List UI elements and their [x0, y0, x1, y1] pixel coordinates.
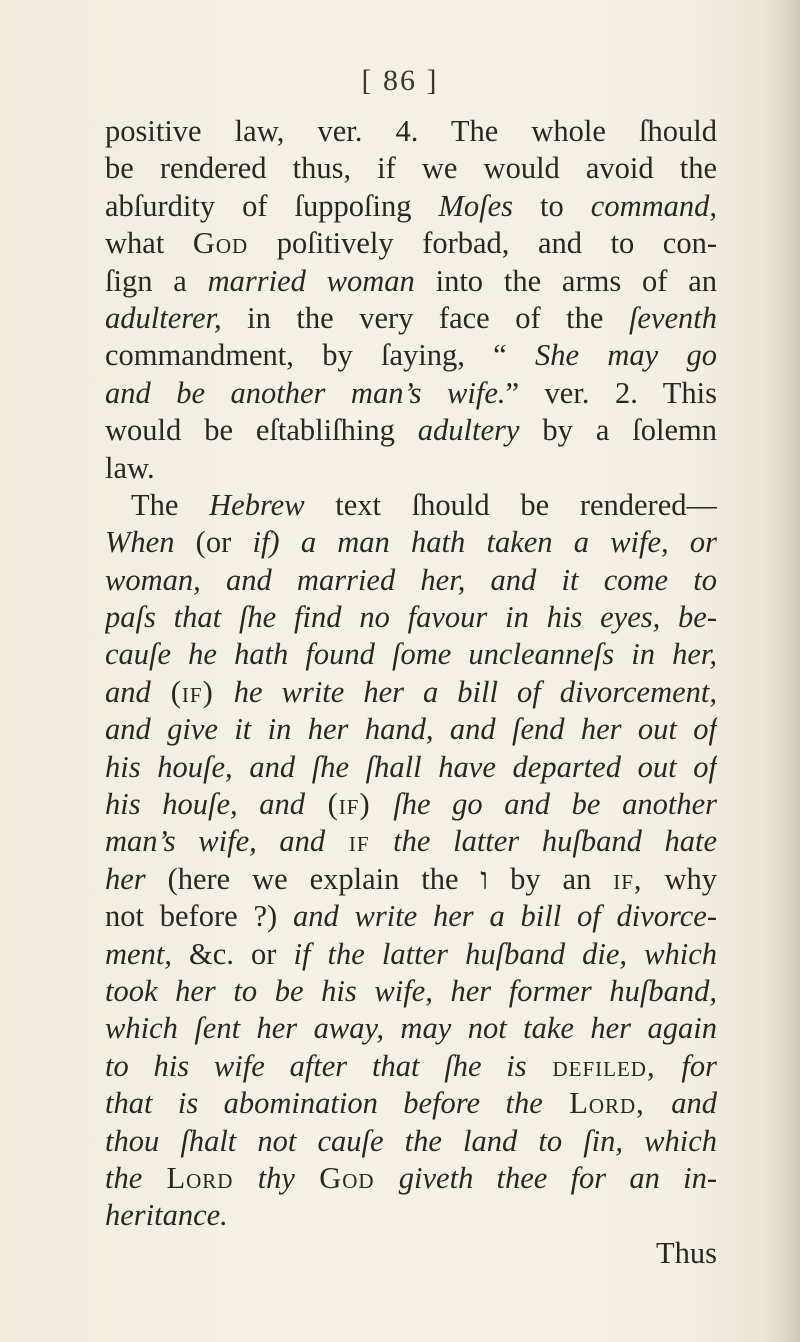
text-line [105, 674, 717, 711]
text-line [105, 1123, 717, 1160]
italic-text: She may go [535, 338, 717, 373]
text-line [105, 786, 717, 823]
text-line [105, 375, 717, 412]
italic-text: her [105, 861, 146, 896]
italic-text: ſeventh [628, 300, 717, 335]
text-line [105, 1010, 717, 1047]
italic-text: for [681, 1048, 717, 1083]
catchword: Thus [656, 1235, 717, 1270]
roman-text: why [642, 861, 717, 896]
italic-text: Moſes [438, 188, 514, 223]
italic-text: cauſe he hath found ſome uncleanneſs in her, [105, 637, 717, 672]
small-caps-text: defiled, [526, 1048, 682, 1083]
italic-text: the latter huſband hate [393, 824, 717, 859]
italic-text: if) [252, 525, 280, 560]
italic-text: to his wife after that ſhe is [105, 1048, 527, 1083]
text-line [105, 300, 717, 337]
small-caps-text: if, [613, 861, 643, 896]
italic-text: When [105, 525, 175, 560]
text-line [105, 599, 717, 636]
italic-text: took her to be his wife, her former huſband, [105, 973, 717, 1008]
text-line [105, 113, 717, 150]
text-line [105, 636, 717, 673]
italic-text: and give it in her hand, and ſend her out of [105, 712, 717, 747]
text-line [105, 973, 717, 1010]
italic-text: paſs that ſhe find no favour in his eyes, be- [105, 600, 717, 635]
roman-text: abſurdity of ſuppoſing [105, 188, 439, 223]
text-line [105, 749, 717, 786]
roman-text: positive law, ver. 4. The whole ſhould [105, 114, 717, 148]
italic-text: ſhe go and be another [393, 787, 717, 822]
text-line [105, 524, 717, 561]
small-caps-text: (if) [305, 787, 394, 822]
text-line [105, 1197, 717, 1234]
roman-text: poſitively forbad, and to con- [248, 226, 717, 261]
text-line [105, 936, 717, 973]
text-line [105, 823, 717, 860]
text-line [105, 1048, 717, 1085]
text-line [105, 150, 717, 187]
italic-text: ment, [105, 936, 172, 971]
italic-text: thou ſhalt not cauſe the land to ſin, which [105, 1123, 717, 1158]
body-text [105, 113, 717, 1272]
italic-text: married woman [207, 263, 415, 298]
italic-text: a man hath taken a wife, or [300, 525, 717, 560]
italic-text: and write her a bill of divorce- [292, 899, 717, 934]
italic-text: he write her a bill of divorcement, [233, 674, 717, 709]
text-line [105, 450, 717, 487]
roman-text: not before ?) [105, 899, 293, 934]
text-line [105, 188, 717, 225]
roman-text: in the very face of the [221, 300, 629, 335]
roman-text: The [131, 487, 210, 522]
roman-text: what [105, 226, 193, 261]
page-number: [ 86 ] [361, 64, 439, 97]
roman-text: be rendered thus, if we would avoid the [105, 151, 717, 186]
roman-text [280, 525, 301, 559]
small-caps-text: Lord [142, 1160, 258, 1195]
text-line [105, 898, 717, 935]
italic-text: and [105, 674, 151, 709]
italic-text: man’s wife, and [105, 824, 326, 859]
text-line [105, 263, 717, 300]
italic-text: that is abomination before the [105, 1086, 543, 1121]
roman-text: to [513, 188, 591, 223]
italic-text: which ſent her away, may not take her again [105, 1011, 717, 1046]
italic-text: his houſe, and [105, 787, 305, 822]
roman-text: commandment, by ſaying, “ [105, 338, 536, 373]
roman-text: ” ver. 2. This [505, 375, 717, 410]
page-edge-shadow [760, 0, 800, 1342]
italic-text: the [105, 1160, 143, 1195]
italic-text: adulterer, [105, 300, 222, 335]
italic-text: and [671, 1086, 717, 1121]
roman-text: law. [105, 450, 155, 485]
roman-text: text ſhould be rendered— [304, 487, 717, 522]
text-line [105, 487, 717, 524]
small-caps-text: Lord, [542, 1086, 672, 1121]
roman-text: would be eſtabliſhing [105, 413, 418, 448]
text-line [105, 562, 717, 599]
italic-text: his houſe, and ſhe ſhall have departed out of [105, 749, 717, 784]
small-caps-text: if [325, 824, 394, 859]
roman-text: (or [174, 525, 253, 560]
italic-text: thy [257, 1160, 295, 1195]
italic-text: giveth thee for an in- [398, 1160, 717, 1195]
text-line [105, 1160, 717, 1197]
italic-text: woman, and married her, and it come to [105, 562, 717, 597]
italic-text: and be another man’s wife. [105, 375, 506, 410]
roman-text: ſign a [105, 263, 208, 298]
text-line [105, 225, 717, 262]
text-line [105, 711, 717, 748]
text-line [105, 412, 717, 449]
roman-text: into the arms of an [414, 263, 717, 298]
text-line [105, 1085, 717, 1122]
italic-text: command, [590, 188, 717, 223]
text-line [105, 337, 717, 374]
roman-text: by a ſolemn [519, 413, 717, 448]
small-caps-text: (if) [150, 674, 234, 709]
text-line [105, 861, 717, 898]
small-caps-text: God [294, 1160, 399, 1195]
roman-text: &c. or [171, 936, 294, 971]
italic-text: heritance. [105, 1198, 228, 1233]
italic-text: Hebrew [209, 487, 305, 522]
roman-text: (here we explain the ו by an [145, 861, 614, 896]
italic-text: if the latter huſband die, which [293, 936, 717, 971]
italic-text: adultery [417, 413, 520, 448]
small-caps-text: God [192, 226, 249, 261]
